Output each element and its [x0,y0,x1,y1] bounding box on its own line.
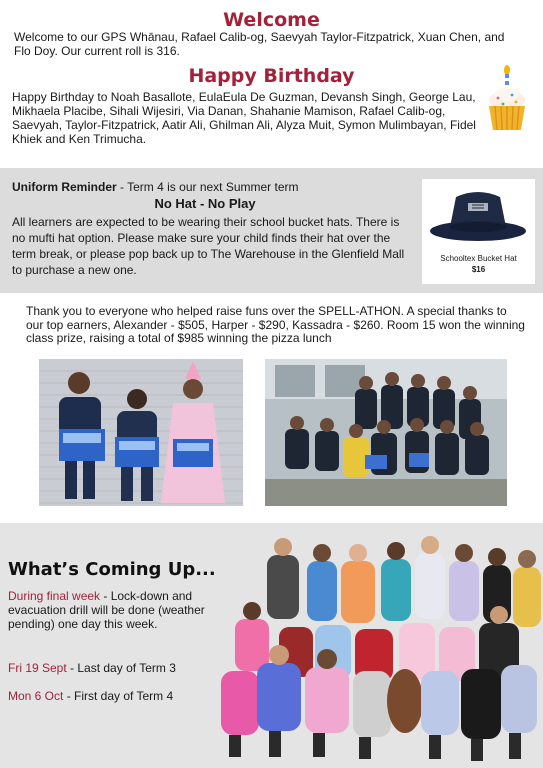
event-description: - First day of Term 4 [63,689,174,703]
event-date: During final week [8,589,101,603]
welcome-section [0,0,543,168]
winning-class-photo [265,359,507,506]
product-price: $16 [471,265,486,274]
birthday-heading: Happy Birthday [188,65,355,87]
event-date: Mon 6 Oct [8,689,64,703]
uniform-intro [12,180,299,194]
welcome-heading: Welcome [223,9,320,31]
bucket-hat-icon [428,187,529,251]
welcome-text: Welcome to our GPS Whānau, Rafael Calib-og, Saevyah Taylor-Fitzpatrick, Xuan Chen, and Flo Doy. Our current roll is 316. [14,30,505,58]
no-hat-heading: No Hat - No Play [154,196,256,211]
event-item [8,589,213,631]
bucket-hat-product-card [422,179,535,284]
event-item [8,689,213,703]
uniform-reminder-section [0,168,543,293]
product-caption: Schooltex Bucket Hat [440,254,517,263]
event-date: Fri 19 Sept [8,661,67,675]
spellathon-section [0,293,543,523]
uniform-label: Uniform Reminder [12,180,117,194]
birthday-text: Happy Birthday to Noah Basallote, EulaEula De Guzman, Devansh Singh, George Lau, Mikhaela Placibe, Sihali Wijesiri, Via Danan, Shahanie Mamison, Rafael Calib-og, Saevyah, Taylor-Fitzpatrick, Aatir Ali, Ghilman Ali, Alyza Muit, Symon Mulimbayan, Fidel Khiek and Ken Trimucha. [12,90,476,146]
event-description: - Last day of Term 3 [66,661,176,675]
staff-pyjama-day-photo [195,531,543,768]
coming-up-section [0,523,543,768]
uniform-subtitle: - Term 4 is our next Summer term [116,180,299,194]
uniform-body: All learners are expected to be wearing their school bucket hats. There is no mufti hat option. Please make sure your child finds their hat over the term break, or please pop back up to The Warehouse in the Glenfield Mall to purchase a new one. [12,215,405,277]
coming-up-heading: What’s Coming Up... [8,559,216,580]
birthday-cupcake-icon [486,64,528,134]
event-item [8,661,213,675]
event-description: - Lock-down and evacuation drill will be done (weather pending) one day this week. [8,589,205,631]
spellathon-text: Thank you to everyone who helped raise funs over the SPELL-ATHON. A special thanks to our top earners, Alexander - $505, Harper - $290, Kassadra - $260. Room 15 won the winning class prize, raising a total of $985 winning the pizza lunch [26,304,525,345]
top-earners-photo [39,359,243,506]
